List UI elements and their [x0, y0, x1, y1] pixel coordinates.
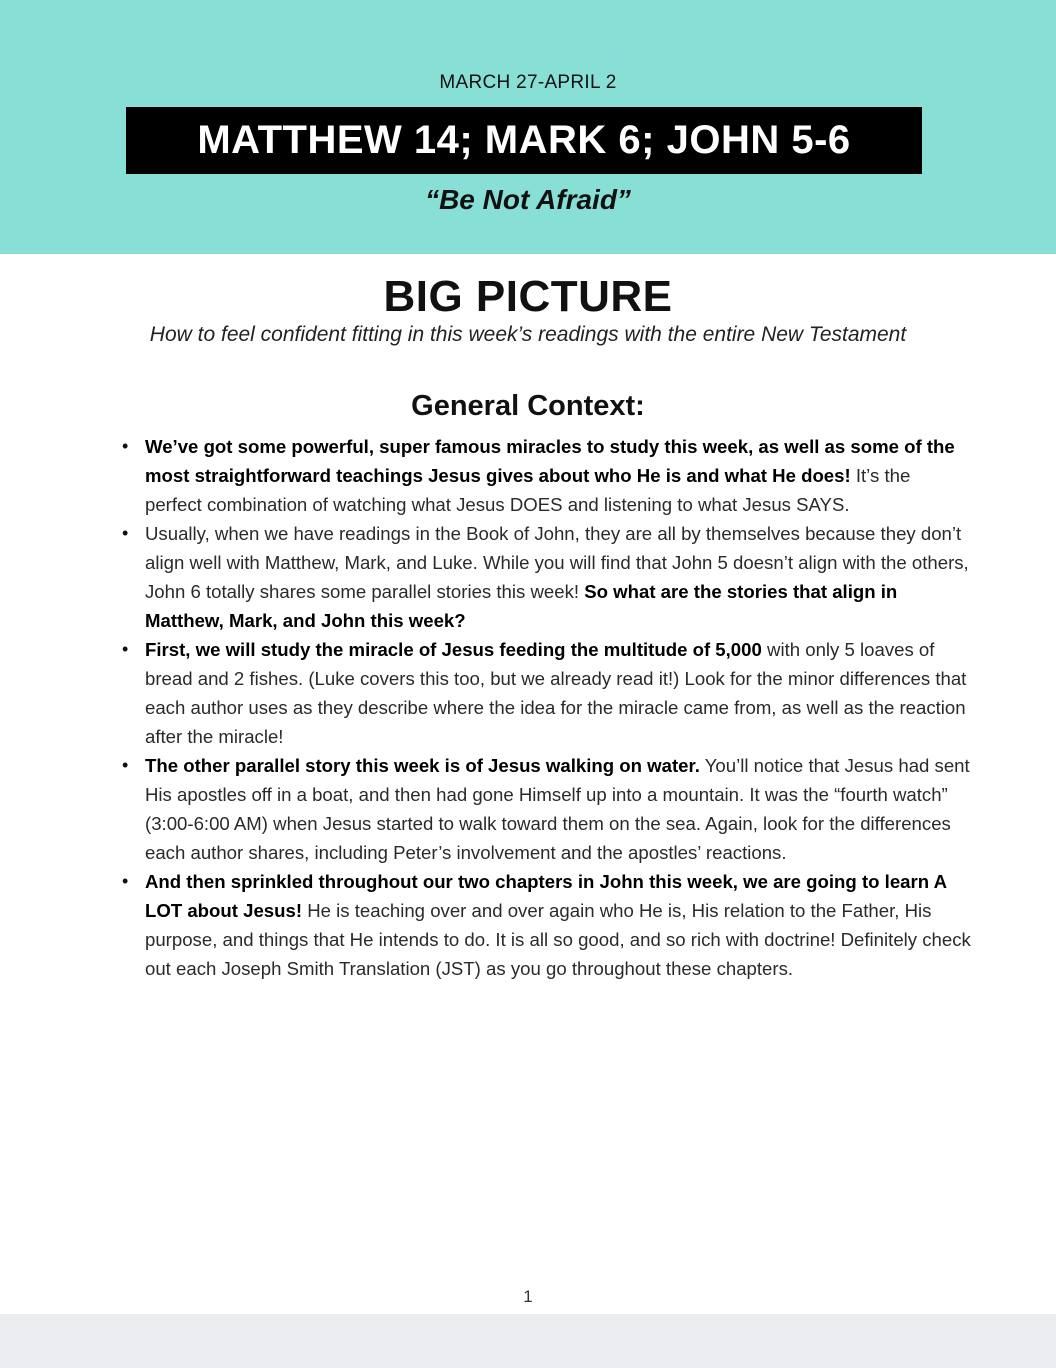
body-text: with only 5 loaves of bread and 2 fishes. (Luke covers this too, but we already read it!) Look for the minor differences that each author uses as they describe where the idea for the miracle came from, as well as the reaction after the miracle! — [145, 639, 967, 747]
page-title: MATTHEW 14; MARK 6; JOHN 5-6 — [197, 118, 851, 162]
section-tagline: How to feel confident fitting in this week’s readings with the entire New Testament — [149, 323, 907, 346]
date-range: MARCH 27-APRIL 2 — [439, 72, 617, 93]
lesson-subtitle: “Be Not Afraid” — [425, 184, 631, 215]
list-item — [120, 751, 972, 867]
page-number: 1 — [523, 1287, 533, 1306]
bold-text: The other parallel story this week is of Jesus walking on water. — [145, 755, 700, 776]
body-text: You’ll notice that Jesus had sent His apostles off in a boat, and then had gone Himself up into a mountain. It was the “fourth watch” (3:00-6:00 AM) when Jesus started to walk toward them on the sea. Again, look for the differences each author shares, including Peter’s involvement and the apostles’ reactions. — [145, 755, 970, 863]
body-text: Usually, when we have readings in the Book of John, they are all by themselves because they don’t align well with Matthew, Mark, and Luke. While you will find that John 5 doesn’t align with the others, John 6 totally shares some parallel stories this week! — [145, 523, 969, 602]
list-item — [120, 635, 972, 751]
bold-text: We’ve got some powerful, super famous miracles to study this week, as well as some of the most straightforward teachings Jesus gives about who He is and what He does! — [145, 436, 955, 486]
list-item — [120, 432, 972, 519]
body-text: It’s the perfect combination of watching what Jesus DOES and listening to what Jesus SAYS. — [145, 465, 911, 515]
header-banner — [0, 0, 1056, 254]
section-heading: BIG PICTURE — [383, 272, 673, 321]
bold-text: So what are the stories that align in Matthew, Mark, and John this week? — [145, 581, 898, 631]
subheading: General Context: — [411, 390, 645, 422]
context-list — [120, 432, 972, 983]
bold-text: And then sprinkled throughout our two chapters in John this week, we are going to learn A LOT about Jesus! — [145, 871, 947, 921]
title-bar — [126, 107, 922, 174]
body-text: He is teaching over and over again who He is, His relation to the Father, His purpose, and things that He intends to do. It is all so good, and so rich with doctrine! Definitely check out each Joseph Smith Translation (JST) as you go throughout these chapters. — [145, 900, 971, 979]
list-item — [120, 519, 972, 635]
list-item — [120, 867, 972, 983]
bold-text: First, we will study the miracle of Jesus feeding the multitude of 5,000 — [145, 639, 762, 660]
